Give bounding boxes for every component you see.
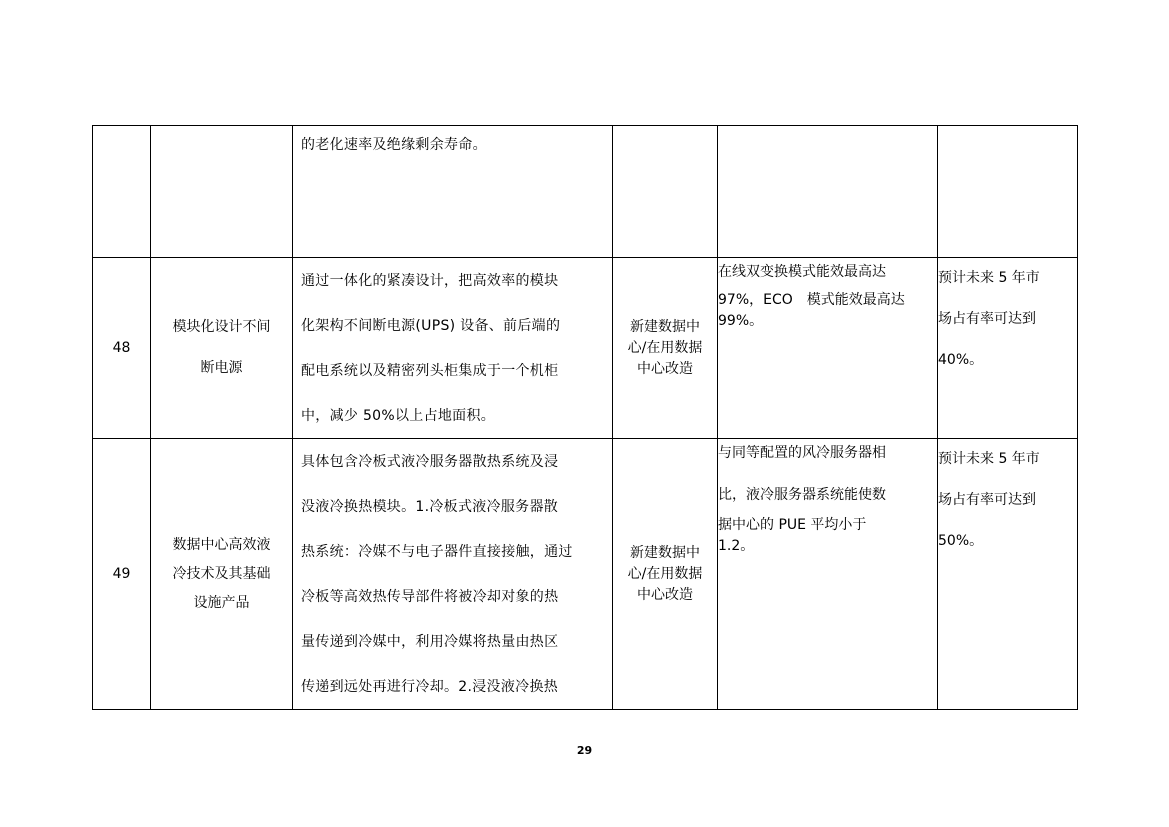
description-line: 化架构不间断电源(UPS) 设备、前后端的 [301,318,561,334]
number-cell [93,439,151,710]
description-cell [293,258,613,439]
row-number: 49 [112,566,131,582]
performance-cell [718,258,938,439]
scene-line: 新建数据中 [630,318,700,335]
performance-line: 与同等配置的风冷服务器相 [718,445,886,461]
scene-line: 心/在用数据 [627,565,703,582]
scene-cell [613,258,718,439]
market-line: 50%。 [938,533,984,549]
scene-line: 中心改造 [637,586,693,603]
performance-line: 据中心的 PUE 平均小于 [718,517,867,533]
table-row [93,258,1078,439]
market-line: 场占有率可达到 [938,311,1036,327]
performance-line: 97%，ECO 模式能效最高达 [718,292,905,308]
product-name-line: 数据中心高效液 [172,536,271,553]
scene-cell [613,126,718,258]
market-cell [938,439,1078,710]
description-line: 具体包含冷板式液冷服务器散热系统及浸 [301,454,559,470]
description-cell [293,126,613,258]
performance-cell [718,126,938,258]
description-line: 中，减少 50%以上占地面积。 [301,408,496,424]
description-cell [293,439,613,710]
market-line: 预计未来 5 年市 [938,451,1040,467]
scene-line: 新建数据中 [630,544,700,561]
description-line: 热系统：冷媒不与电子器件直接接触，通过 [301,544,573,560]
product-name-line: 设施产品 [193,594,250,611]
description-line: 传递到远处再进行冷却。2.浸没液冷换热 [301,679,559,695]
market-line: 预计未来 5 年市 [938,270,1040,286]
performance-cell [718,439,938,710]
description-line: 通过一体化的紧凑设计，把高效率的模块 [301,273,559,289]
name-cell [151,126,293,258]
scene-cell [613,439,718,710]
product-name-line: 断电源 [200,360,243,376]
description-line: 的老化速率及绝缘剩余寿命。 [301,137,487,153]
product-name-line: 模块化设计不间 [172,319,271,335]
product-name-line: 冷技术及其基础 [172,565,271,582]
number-cell [93,258,151,439]
row-number: 48 [112,340,131,356]
number-cell [93,126,151,258]
table-row [93,439,1078,710]
products-table [92,125,1078,710]
scene-line: 心/在用数据 [627,339,703,356]
description-line: 冷板等高效热传导部件将被冷却对象的热 [301,589,559,605]
performance-line: 1.2。 [718,538,755,554]
market-cell [938,258,1078,439]
description-line: 没液冷换热模块。1.冷板式液冷服务器散 [301,499,559,515]
market-line: 场占有率可达到 [938,492,1036,508]
performance-line: 99%。 [718,313,764,329]
name-cell [151,258,293,439]
performance-line: 在线双变换模式能效最高达 [718,264,886,280]
table-row [93,126,1078,258]
description-line: 量传递到冷媒中，利用冷媒将热量由热区 [301,634,559,650]
name-cell [151,439,293,710]
performance-line: 比，液冷服务器系统能使数 [718,487,886,503]
scene-line: 中心改造 [637,360,693,377]
market-line: 40%。 [938,352,984,368]
market-cell [938,126,1078,258]
description-line: 配电系统以及精密列头柜集成于一个机柜 [301,363,559,379]
page-number: 29 [576,744,593,757]
